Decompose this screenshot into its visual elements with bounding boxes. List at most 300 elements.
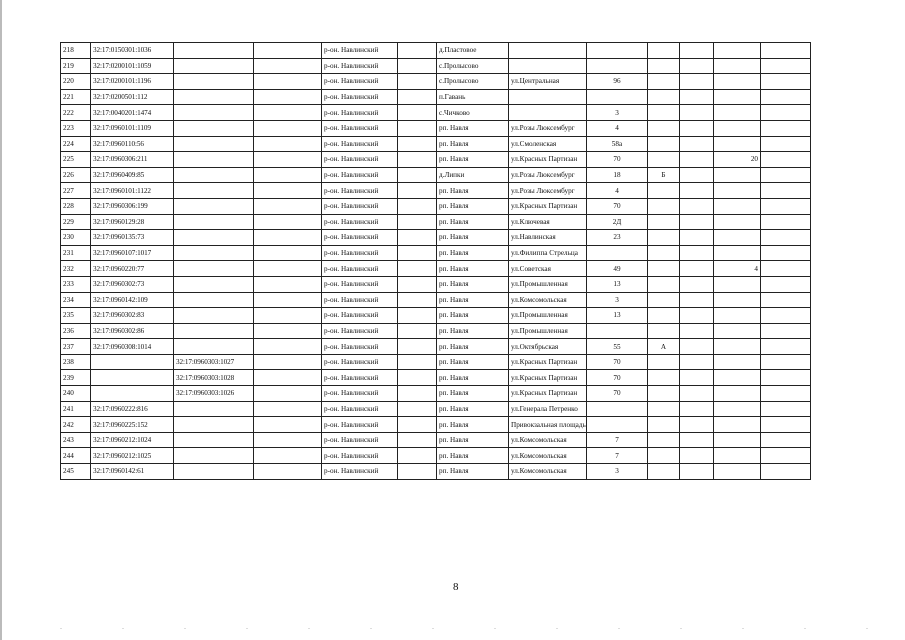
apartment-cell bbox=[714, 276, 761, 292]
empty-cell bbox=[398, 245, 437, 261]
cadastral-number bbox=[91, 386, 174, 402]
district-cell: р-он. Навлинский bbox=[322, 183, 398, 199]
cadastral-number-extra bbox=[254, 58, 322, 74]
cadastral-number-extra bbox=[254, 152, 322, 168]
street-cell bbox=[509, 105, 587, 121]
cadastral-number bbox=[91, 354, 174, 370]
district-cell: р-он. Навлинский bbox=[322, 354, 398, 370]
district-cell: р-он. Навлинский bbox=[322, 276, 398, 292]
row-number: 236 bbox=[61, 323, 91, 339]
empty-cell bbox=[680, 214, 714, 230]
locality-cell: рп. Навля bbox=[437, 276, 509, 292]
empty-cell bbox=[680, 339, 714, 355]
table-row bbox=[61, 105, 811, 121]
empty-cell bbox=[398, 401, 437, 417]
apartment-cell bbox=[714, 89, 761, 105]
empty-cell bbox=[680, 74, 714, 90]
empty-cell bbox=[680, 292, 714, 308]
locality-cell: рп. Навля bbox=[437, 417, 509, 433]
empty-cell bbox=[398, 230, 437, 246]
row-number: 220 bbox=[61, 74, 91, 90]
register-table-body bbox=[61, 43, 811, 480]
apartment-cell: 4 bbox=[714, 261, 761, 277]
empty-cell bbox=[761, 230, 811, 246]
table-row bbox=[61, 448, 811, 464]
cadastral-number-parent bbox=[174, 448, 254, 464]
cadastral-number: 32:17:0960409:85 bbox=[91, 167, 174, 183]
house-letter-cell bbox=[648, 464, 680, 480]
row-number: 234 bbox=[61, 292, 91, 308]
house-number-cell: 18 bbox=[587, 167, 648, 183]
house-number-cell bbox=[587, 401, 648, 417]
house-letter-cell bbox=[648, 58, 680, 74]
row-number: 221 bbox=[61, 89, 91, 105]
row-number: 223 bbox=[61, 120, 91, 136]
cadastral-number-parent bbox=[174, 432, 254, 448]
cadastral-number-parent: 32:17:0960303:1028 bbox=[174, 370, 254, 386]
cadastral-number-extra bbox=[254, 183, 322, 199]
cadastral-number: 32:17:0960222:816 bbox=[91, 401, 174, 417]
locality-cell: рп. Навля bbox=[437, 120, 509, 136]
house-number-cell: 4 bbox=[587, 120, 648, 136]
empty-cell bbox=[680, 120, 714, 136]
row-number: 245 bbox=[61, 464, 91, 480]
empty-cell bbox=[680, 105, 714, 121]
house-letter-cell bbox=[648, 276, 680, 292]
empty-cell bbox=[680, 386, 714, 402]
house-letter-cell bbox=[648, 105, 680, 121]
cadastral-number-extra bbox=[254, 464, 322, 480]
house-number-cell: 70 bbox=[587, 152, 648, 168]
street-cell: ул.Розы Люксембург bbox=[509, 120, 587, 136]
house-letter-cell bbox=[648, 120, 680, 136]
house-number-cell bbox=[587, 417, 648, 433]
cadastral-number-parent bbox=[174, 323, 254, 339]
empty-cell bbox=[398, 105, 437, 121]
district-cell: р-он. Навлинский bbox=[322, 323, 398, 339]
empty-cell bbox=[761, 354, 811, 370]
table-row bbox=[61, 43, 811, 59]
empty-cell bbox=[398, 43, 437, 59]
locality-cell: рп. Навля bbox=[437, 136, 509, 152]
locality-cell: рп. Навля bbox=[437, 464, 509, 480]
cadastral-number-extra bbox=[254, 230, 322, 246]
street-cell: ул.Филиппа Стрельца bbox=[509, 245, 587, 261]
row-number: 239 bbox=[61, 370, 91, 386]
street-cell: ул.Красных Партизан bbox=[509, 354, 587, 370]
row-number: 225 bbox=[61, 152, 91, 168]
district-cell: р-он. Навлинский bbox=[322, 448, 398, 464]
street-cell: ул.Комсомольская bbox=[509, 432, 587, 448]
street-cell: ул.Навлинская bbox=[509, 230, 587, 246]
cadastral-number-extra bbox=[254, 292, 322, 308]
table-row bbox=[61, 230, 811, 246]
cadastral-number-extra bbox=[254, 386, 322, 402]
house-number-cell: 13 bbox=[587, 308, 648, 324]
apartment-cell bbox=[714, 136, 761, 152]
house-number-cell: 3 bbox=[587, 292, 648, 308]
empty-cell bbox=[680, 401, 714, 417]
empty-cell bbox=[398, 370, 437, 386]
cadastral-number-parent bbox=[174, 417, 254, 433]
row-number: 238 bbox=[61, 354, 91, 370]
street-cell bbox=[509, 58, 587, 74]
locality-cell: рп. Навля bbox=[437, 386, 509, 402]
apartment-cell bbox=[714, 183, 761, 199]
empty-cell bbox=[398, 308, 437, 324]
table-row bbox=[61, 198, 811, 214]
row-number: 230 bbox=[61, 230, 91, 246]
street-cell: ул.Красных Партизан bbox=[509, 386, 587, 402]
empty-cell bbox=[680, 432, 714, 448]
cadastral-number: 32:17:0960142:109 bbox=[91, 292, 174, 308]
empty-cell bbox=[761, 43, 811, 59]
empty-cell bbox=[761, 198, 811, 214]
empty-cell bbox=[398, 464, 437, 480]
empty-cell bbox=[761, 120, 811, 136]
cadastral-number-parent bbox=[174, 136, 254, 152]
scan-bottom-edge bbox=[0, 628, 905, 629]
table-row bbox=[61, 183, 811, 199]
house-number-cell: 3 bbox=[587, 105, 648, 121]
house-letter-cell bbox=[648, 370, 680, 386]
locality-cell: д.Пластовое bbox=[437, 43, 509, 59]
cadastral-number: 32:17:0960212:1025 bbox=[91, 448, 174, 464]
empty-cell bbox=[761, 89, 811, 105]
cadastral-number: 32:17:0960110:56 bbox=[91, 136, 174, 152]
apartment-cell bbox=[714, 464, 761, 480]
district-cell: р-он. Навлинский bbox=[322, 136, 398, 152]
row-number: 242 bbox=[61, 417, 91, 433]
table-row bbox=[61, 370, 811, 386]
house-number-cell bbox=[587, 245, 648, 261]
row-number: 241 bbox=[61, 401, 91, 417]
locality-cell: рп. Навля bbox=[437, 198, 509, 214]
cadastral-number-parent bbox=[174, 276, 254, 292]
empty-cell bbox=[761, 417, 811, 433]
empty-cell bbox=[761, 74, 811, 90]
cadastral-number: 32:17:0960220:77 bbox=[91, 261, 174, 277]
cadastral-number: 32:17:0200101:1196 bbox=[91, 74, 174, 90]
table-row bbox=[61, 417, 811, 433]
empty-cell bbox=[398, 136, 437, 152]
empty-cell bbox=[761, 152, 811, 168]
apartment-cell bbox=[714, 370, 761, 386]
cadastral-number-extra bbox=[254, 308, 322, 324]
street-cell: ул.Красных Партизан bbox=[509, 370, 587, 386]
row-number: 218 bbox=[61, 43, 91, 59]
empty-cell bbox=[680, 230, 714, 246]
cadastral-number-parent bbox=[174, 167, 254, 183]
empty-cell bbox=[761, 58, 811, 74]
locality-cell: рп. Навля bbox=[437, 323, 509, 339]
empty-cell bbox=[680, 152, 714, 168]
cadastral-number-extra bbox=[254, 214, 322, 230]
street-cell: ул.Промышленная bbox=[509, 323, 587, 339]
empty-cell bbox=[680, 370, 714, 386]
cadastral-number-parent bbox=[174, 120, 254, 136]
cadastral-number-extra bbox=[254, 323, 322, 339]
locality-cell: рп. Навля bbox=[437, 432, 509, 448]
district-cell: р-он. Навлинский bbox=[322, 74, 398, 90]
table-row bbox=[61, 339, 811, 355]
cadastral-number: 32:17:0960302:86 bbox=[91, 323, 174, 339]
row-number: 235 bbox=[61, 308, 91, 324]
house-number-cell: 4 bbox=[587, 183, 648, 199]
empty-cell bbox=[761, 464, 811, 480]
apartment-cell bbox=[714, 214, 761, 230]
house-number-cell: 70 bbox=[587, 370, 648, 386]
apartment-cell bbox=[714, 58, 761, 74]
cadastral-number-parent: 32:17:0960303:1027 bbox=[174, 354, 254, 370]
house-number-cell bbox=[587, 323, 648, 339]
apartment-cell bbox=[714, 323, 761, 339]
street-cell: ул.Розы Люксембург bbox=[509, 183, 587, 199]
cadastral-number-extra bbox=[254, 136, 322, 152]
empty-cell bbox=[761, 261, 811, 277]
district-cell: р-он. Навлинский bbox=[322, 417, 398, 433]
cadastral-number: 32:17:0150301:1036 bbox=[91, 43, 174, 59]
empty-cell bbox=[680, 464, 714, 480]
cadastral-number: 32:17:0960225:152 bbox=[91, 417, 174, 433]
empty-cell bbox=[398, 276, 437, 292]
house-number-cell bbox=[587, 43, 648, 59]
row-number: 231 bbox=[61, 245, 91, 261]
street-cell: ул.Промышленная bbox=[509, 308, 587, 324]
house-letter-cell bbox=[648, 261, 680, 277]
district-cell: р-он. Навлинский bbox=[322, 152, 398, 168]
house-letter-cell bbox=[648, 417, 680, 433]
locality-cell: рп. Навля bbox=[437, 448, 509, 464]
house-letter-cell bbox=[648, 448, 680, 464]
empty-cell bbox=[680, 323, 714, 339]
cadastral-number-parent bbox=[174, 230, 254, 246]
cadastral-number: 32:17:0960306:211 bbox=[91, 152, 174, 168]
empty-cell bbox=[398, 58, 437, 74]
table-row bbox=[61, 292, 811, 308]
cadastral-number-parent bbox=[174, 261, 254, 277]
row-number: 224 bbox=[61, 136, 91, 152]
street-cell: ул.Красных Партизан bbox=[509, 198, 587, 214]
row-number: 227 bbox=[61, 183, 91, 199]
cadastral-number-parent bbox=[174, 245, 254, 261]
row-number: 233 bbox=[61, 276, 91, 292]
street-cell: ул.Ключевая bbox=[509, 214, 587, 230]
empty-cell bbox=[761, 308, 811, 324]
house-letter-cell bbox=[648, 183, 680, 199]
cadastral-number-parent bbox=[174, 214, 254, 230]
empty-cell bbox=[398, 386, 437, 402]
locality-cell: рп. Навля bbox=[437, 214, 509, 230]
house-letter-cell bbox=[648, 354, 680, 370]
cadastral-number-parent bbox=[174, 74, 254, 90]
apartment-cell bbox=[714, 339, 761, 355]
locality-cell: рп. Навля bbox=[437, 261, 509, 277]
district-cell: р-он. Навлинский bbox=[322, 105, 398, 121]
empty-cell bbox=[761, 245, 811, 261]
cadastral-number: 32:17:0960135:73 bbox=[91, 230, 174, 246]
apartment-cell bbox=[714, 432, 761, 448]
cadastral-number-parent: 32:17:0960303:1026 bbox=[174, 386, 254, 402]
house-number-cell: 49 bbox=[587, 261, 648, 277]
row-number: 232 bbox=[61, 261, 91, 277]
locality-cell: п.Гавань bbox=[437, 89, 509, 105]
empty-cell bbox=[761, 339, 811, 355]
house-letter-cell bbox=[648, 308, 680, 324]
house-number-cell: 7 bbox=[587, 432, 648, 448]
house-letter-cell bbox=[648, 43, 680, 59]
apartment-cell bbox=[714, 198, 761, 214]
house-letter-cell bbox=[648, 323, 680, 339]
locality-cell: рп. Навля bbox=[437, 339, 509, 355]
empty-cell bbox=[398, 183, 437, 199]
empty-cell bbox=[398, 152, 437, 168]
house-letter-cell bbox=[648, 432, 680, 448]
cadastral-number: 32:17:0040201:1474 bbox=[91, 105, 174, 121]
apartment-cell bbox=[714, 167, 761, 183]
locality-cell: с.Пролысово bbox=[437, 74, 509, 90]
empty-cell bbox=[761, 401, 811, 417]
locality-cell: с.Чичково bbox=[437, 105, 509, 121]
empty-cell bbox=[761, 448, 811, 464]
row-number: 226 bbox=[61, 167, 91, 183]
cadastral-number-parent bbox=[174, 464, 254, 480]
cadastral-number: 32:17:0960101:1109 bbox=[91, 120, 174, 136]
empty-cell bbox=[398, 89, 437, 105]
row-number: 229 bbox=[61, 214, 91, 230]
apartment-cell bbox=[714, 245, 761, 261]
house-letter-cell bbox=[648, 198, 680, 214]
house-number-cell: 58а bbox=[587, 136, 648, 152]
empty-cell bbox=[398, 214, 437, 230]
table-row bbox=[61, 245, 811, 261]
apartment-cell bbox=[714, 308, 761, 324]
empty-cell bbox=[680, 58, 714, 74]
street-cell: Привокзальная площадь bbox=[509, 417, 587, 433]
apartment-cell: 20 bbox=[714, 152, 761, 168]
locality-cell: рп. Навля bbox=[437, 183, 509, 199]
empty-cell bbox=[761, 105, 811, 121]
cadastral-number-extra bbox=[254, 120, 322, 136]
locality-cell: рп. Навля bbox=[437, 370, 509, 386]
table-row bbox=[61, 152, 811, 168]
empty-cell bbox=[398, 120, 437, 136]
register-table bbox=[60, 42, 811, 480]
house-letter-cell: Б bbox=[648, 167, 680, 183]
empty-cell bbox=[761, 432, 811, 448]
district-cell: р-он. Навлинский bbox=[322, 43, 398, 59]
house-letter-cell bbox=[648, 152, 680, 168]
empty-cell bbox=[680, 417, 714, 433]
house-letter-cell bbox=[648, 214, 680, 230]
locality-cell: д.Липки bbox=[437, 167, 509, 183]
apartment-cell bbox=[714, 120, 761, 136]
cadastral-number: 32:17:0960306:199 bbox=[91, 198, 174, 214]
house-number-cell: 70 bbox=[587, 354, 648, 370]
table-row bbox=[61, 74, 811, 90]
cadastral-number-extra bbox=[254, 339, 322, 355]
row-number: 237 bbox=[61, 339, 91, 355]
cadastral-number-extra bbox=[254, 432, 322, 448]
house-number-cell bbox=[587, 58, 648, 74]
cadastral-number-extra bbox=[254, 261, 322, 277]
cadastral-number: 32:17:0960129:28 bbox=[91, 214, 174, 230]
empty-cell bbox=[398, 167, 437, 183]
cadastral-number-extra bbox=[254, 354, 322, 370]
empty-cell bbox=[680, 276, 714, 292]
locality-cell: рп. Навля bbox=[437, 292, 509, 308]
cadastral-number: 32:17:0960302:73 bbox=[91, 276, 174, 292]
table-row bbox=[61, 308, 811, 324]
row-number: 243 bbox=[61, 432, 91, 448]
empty-cell bbox=[680, 89, 714, 105]
house-letter-cell bbox=[648, 136, 680, 152]
page-number: 8 bbox=[453, 581, 459, 593]
locality-cell: рп. Навля bbox=[437, 230, 509, 246]
empty-cell bbox=[761, 214, 811, 230]
street-cell: ул.Смоленская bbox=[509, 136, 587, 152]
table-row bbox=[61, 386, 811, 402]
cadastral-number-extra bbox=[254, 448, 322, 464]
house-number-cell: 70 bbox=[587, 386, 648, 402]
empty-cell bbox=[680, 448, 714, 464]
district-cell: р-он. Навлинский bbox=[322, 245, 398, 261]
district-cell: р-он. Навлинский bbox=[322, 214, 398, 230]
locality-cell: рп. Навля bbox=[437, 152, 509, 168]
empty-cell bbox=[398, 292, 437, 308]
house-number-cell: 23 bbox=[587, 230, 648, 246]
district-cell: р-он. Навлинский bbox=[322, 401, 398, 417]
house-letter-cell bbox=[648, 386, 680, 402]
empty-cell bbox=[398, 74, 437, 90]
row-number: 219 bbox=[61, 58, 91, 74]
house-letter-cell bbox=[648, 401, 680, 417]
cadastral-number: 32:17:0960302:83 bbox=[91, 308, 174, 324]
district-cell: р-он. Навлинский bbox=[322, 89, 398, 105]
house-letter-cell: А bbox=[648, 339, 680, 355]
house-number-cell: 96 bbox=[587, 74, 648, 90]
empty-cell bbox=[680, 198, 714, 214]
cadastral-number-parent bbox=[174, 308, 254, 324]
cadastral-number: 32:17:0960308:1014 bbox=[91, 339, 174, 355]
cadastral-number-extra bbox=[254, 43, 322, 59]
locality-cell: рп. Навля bbox=[437, 354, 509, 370]
cadastral-number-parent bbox=[174, 292, 254, 308]
cadastral-number-parent bbox=[174, 89, 254, 105]
district-cell: р-он. Навлинский bbox=[322, 292, 398, 308]
cadastral-number-parent bbox=[174, 339, 254, 355]
cadastral-number-extra bbox=[254, 74, 322, 90]
empty-cell bbox=[680, 136, 714, 152]
cadastral-number: 32:17:0960101:1122 bbox=[91, 183, 174, 199]
street-cell: ул.Комсомольская bbox=[509, 448, 587, 464]
cadastral-number: 32:17:0200101:1059 bbox=[91, 58, 174, 74]
cadastral-number-extra bbox=[254, 167, 322, 183]
empty-cell bbox=[680, 261, 714, 277]
street-cell: ул.Комсомольская bbox=[509, 292, 587, 308]
table-row bbox=[61, 120, 811, 136]
row-number: 222 bbox=[61, 105, 91, 121]
apartment-cell bbox=[714, 386, 761, 402]
cadastral-number-extra bbox=[254, 370, 322, 386]
cadastral-number-extra bbox=[254, 417, 322, 433]
table-row bbox=[61, 323, 811, 339]
locality-cell: рп. Навля bbox=[437, 308, 509, 324]
house-number-cell: 2Д bbox=[587, 214, 648, 230]
locality-cell: с.Пролысово bbox=[437, 58, 509, 74]
apartment-cell bbox=[714, 292, 761, 308]
empty-cell bbox=[398, 448, 437, 464]
